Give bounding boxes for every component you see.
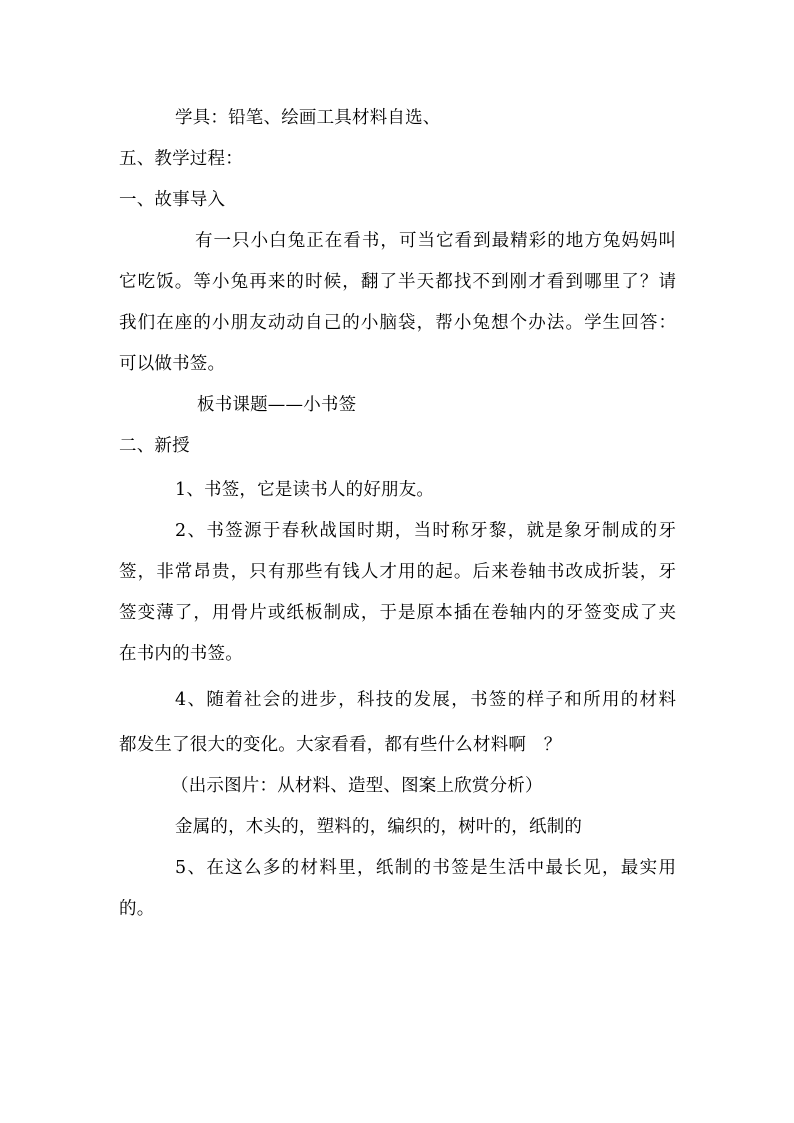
story-paragraph-line-3: 我们在座的小朋友动动自己的小脑袋，帮小兔想个办法。学生回答： — [119, 313, 676, 333]
story-paragraph-line-4: 可以做书签。 — [119, 354, 226, 374]
item-4-line-1: 4、随着社会的进步，科技的发展，书签的样子和所用的材料 — [175, 690, 676, 710]
story-paragraph-line-2: 它吃饭。等小兔再来的时候，翻了半天都找不到刚才看到哪里了？请 — [119, 272, 676, 292]
show-pictures-line: （出示图片：从材料、造型、图案上欣赏分析） — [171, 776, 543, 796]
item-1-line: 1、书签，它是读书人的好朋友。 — [175, 480, 435, 500]
tools-line: 学具：铅笔、绘画工具材料自选、 — [175, 108, 441, 128]
part-two-heading: 二、新授 — [119, 436, 190, 456]
story-paragraph-line-1: 有一只小白兔正在看书，可当它看到最精彩的地方兔妈妈叫 — [195, 231, 676, 251]
item-2-line-3: 签变薄了，用骨片或纸板制成，于是原本插在卷轴内的牙签变成了夹 — [119, 603, 676, 623]
board-title-line: 板书课题——小书签 — [197, 395, 357, 415]
item-5-line-2: 的。 — [119, 899, 155, 919]
materials-line: 金属的，木头的，塑料的，编织的，树叶的，纸制的 — [175, 817, 583, 837]
part-one-heading: 一、故事导入 — [119, 190, 226, 210]
item-2-line-1: 2、书签源于春秋战国时期，当时称牙黎，就是象牙制成的牙 — [175, 521, 676, 541]
item-5-line-1: 5、在这么多的材料里，纸制的书签是生活中最长见，最实用 — [175, 858, 676, 878]
section-five-heading: 五、教学过程： — [119, 149, 243, 169]
item-4-line-2: 都发生了很大的变化。大家看看，都有些什么材料啊 ？ — [119, 735, 562, 755]
item-2-line-2: 签，非常昂贵，只有那些有钱人才用的起。后来卷轴书改成折装，牙 — [119, 562, 676, 582]
item-2-line-4: 在书内的书签。 — [119, 644, 243, 664]
